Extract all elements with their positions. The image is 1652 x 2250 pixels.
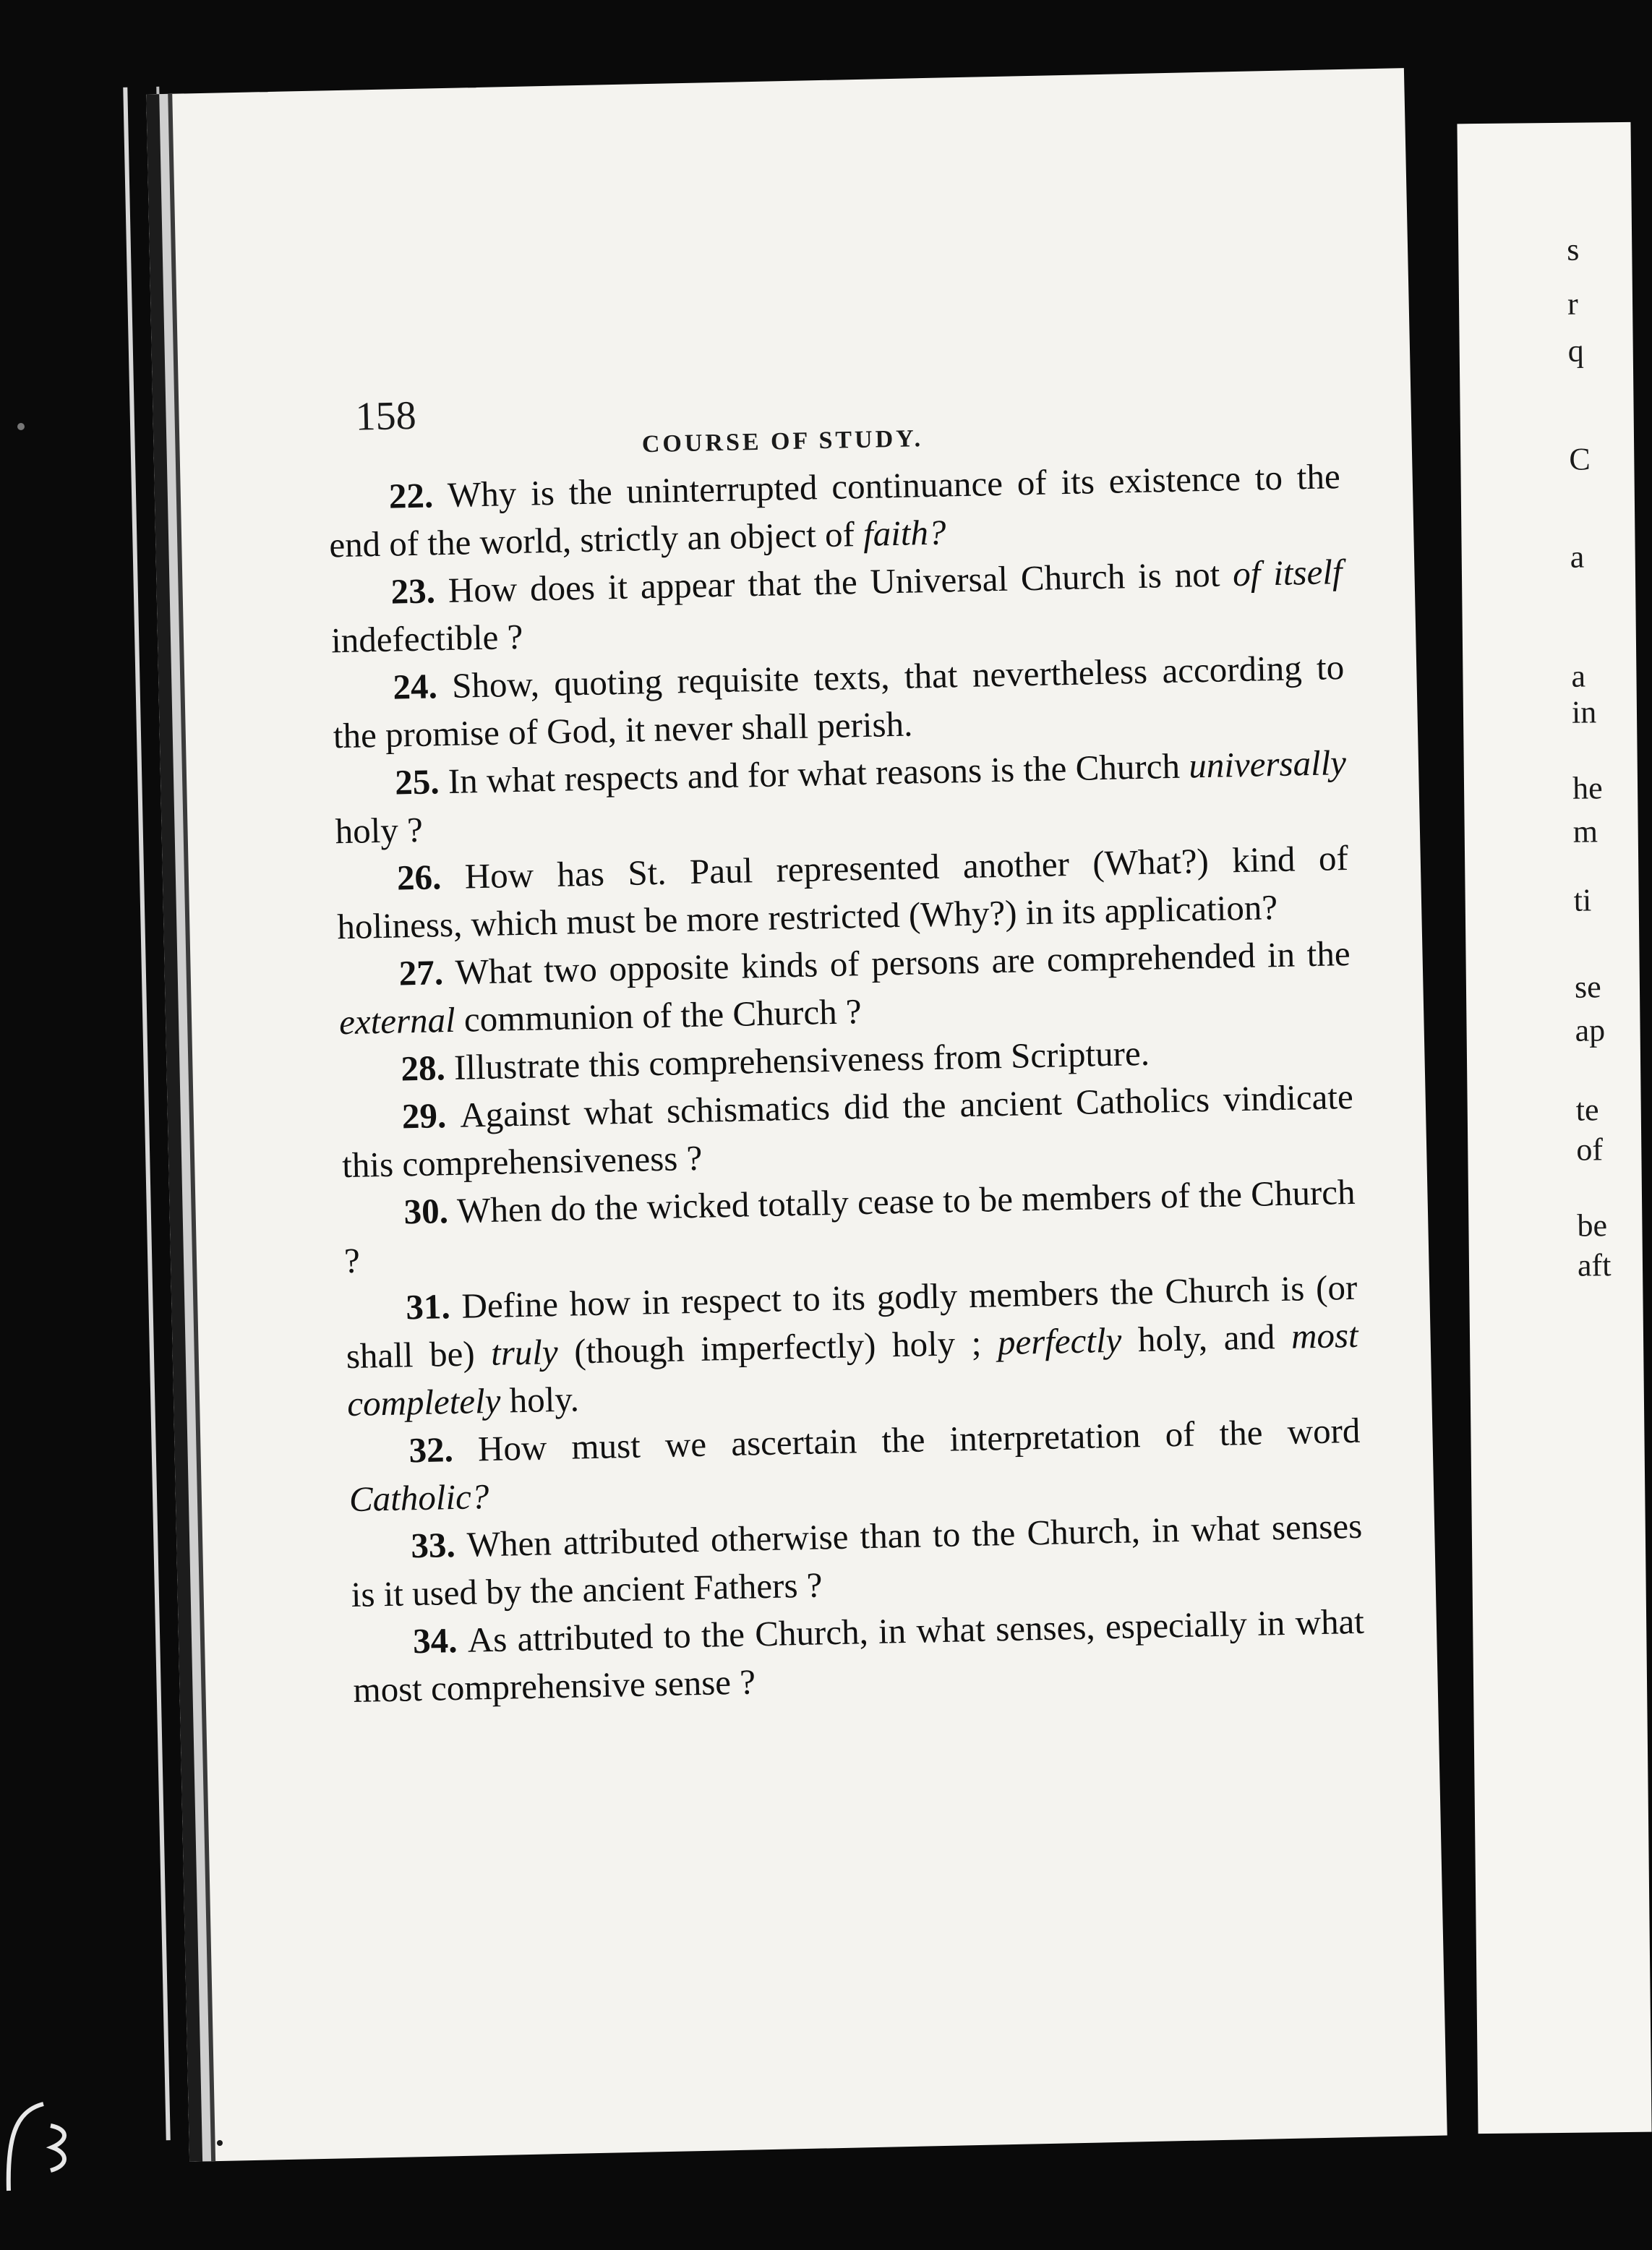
right-page-fragment: se: [1574, 969, 1601, 1005]
question-number: 33.: [410, 1524, 468, 1566]
question-number: 29.: [401, 1095, 461, 1137]
question-number: 25.: [394, 761, 449, 803]
question-number: 34.: [412, 1620, 468, 1661]
question-emphasis: universally: [1188, 742, 1347, 786]
right-page: [1457, 122, 1651, 2134]
right-page-fragment: a: [1570, 539, 1585, 575]
question-emphasis: of itself: [1232, 552, 1343, 594]
right-page-fragment: in: [1571, 694, 1597, 730]
running-head: COURSE OF STUDY.: [641, 425, 924, 458]
question-text: How does it appear that the Universal Church is not: [448, 554, 1233, 610]
question-number: 30.: [403, 1190, 458, 1232]
question-text: What two opposite kinds of persons are comprehended in the: [455, 933, 1351, 992]
right-page-fragment: r: [1567, 286, 1578, 322]
question-number: 31.: [405, 1286, 463, 1327]
question-item: [351, 1598, 1365, 1714]
scan-mark-icon: [0, 2097, 80, 2198]
question-text: Define how in respect to its godly members the Church is (or shall be): [346, 1267, 1358, 1377]
question-text: When attributed otherwise than to the Church, in what senses is it used by the ancient Fathers ?: [351, 1505, 1363, 1615]
page-number: 158: [354, 393, 417, 440]
right-page-fragment: aft: [1577, 1247, 1612, 1283]
question-text: As attributed to the Church, in what senses, especially in what most comprehensive sense ?: [352, 1601, 1365, 1711]
question-text: holy, and: [1121, 1316, 1292, 1360]
question-emphasis: Catholic?: [348, 1476, 489, 1520]
question-number: 22.: [388, 474, 448, 516]
question-number: 28.: [400, 1047, 455, 1089]
question-item: [345, 1264, 1360, 1428]
question-number: 24.: [392, 665, 453, 707]
question-text: (though imperfectly) holy ;: [557, 1322, 998, 1372]
question-emphasis: external: [338, 999, 456, 1043]
question-text: holy ?: [335, 809, 424, 852]
question-text: When do the wicked totally cease to be members of the Church ?: [343, 1171, 1356, 1281]
question-emphasis: faith?: [863, 512, 946, 554]
question-text: Against what schismatics did the ancient Catholics vindicate this comprehensiveness ?: [341, 1076, 1354, 1186]
question-number: 26.: [396, 856, 466, 898]
question-text: Show, quoting requisite texts, that nevertheless according to the promise of God, it never shall perish.: [333, 647, 1345, 756]
speck: [217, 2140, 223, 2146]
question-emphasis: most completely: [346, 1314, 1359, 1424]
right-page-fragment: he: [1572, 770, 1603, 806]
right-page-fragment: ap: [1575, 1012, 1606, 1048]
question-list: [328, 453, 1366, 1714]
question-text: Illustrate this comprehensiveness from Scripture.: [453, 1032, 1150, 1087]
right-page-fragment: a: [1571, 658, 1586, 694]
right-page-fragment: te: [1575, 1092, 1599, 1128]
question-emphasis: truly: [490, 1331, 559, 1373]
question-text: How has St. Paul represented another (What?) kind of holiness, which must be more restricted (Why?) in its application?: [336, 837, 1349, 947]
right-page-fragment: m: [1572, 813, 1598, 850]
right-page-fragment: be: [1577, 1207, 1608, 1244]
right-page-fragment: C: [1569, 441, 1591, 477]
question-emphasis: perfectly: [997, 1319, 1122, 1363]
question-text: communion of the Church ?: [455, 991, 863, 1040]
question-number: 27.: [398, 951, 456, 993]
question-text: indefectible ?: [330, 616, 523, 661]
speck: [17, 423, 25, 430]
question-number: 23.: [390, 570, 449, 612]
question-text: Why is the uninterrupted continuance of its existence to the end of the world, strictly an object of: [328, 456, 1341, 565]
question-text: holy.: [500, 1379, 580, 1421]
right-page-fragment: q: [1567, 333, 1585, 369]
right-page-fragment: s: [1567, 231, 1580, 268]
question-number: 32.: [408, 1429, 479, 1471]
left-page: [146, 68, 1447, 2162]
question-text: In what respects and for what reasons is the Church: [448, 745, 1189, 801]
right-page-fragment: ti: [1573, 882, 1592, 918]
question-text: How must we ascertain the interpretation of the word: [477, 1410, 1361, 1469]
right-page-fragment: of: [1576, 1132, 1604, 1168]
